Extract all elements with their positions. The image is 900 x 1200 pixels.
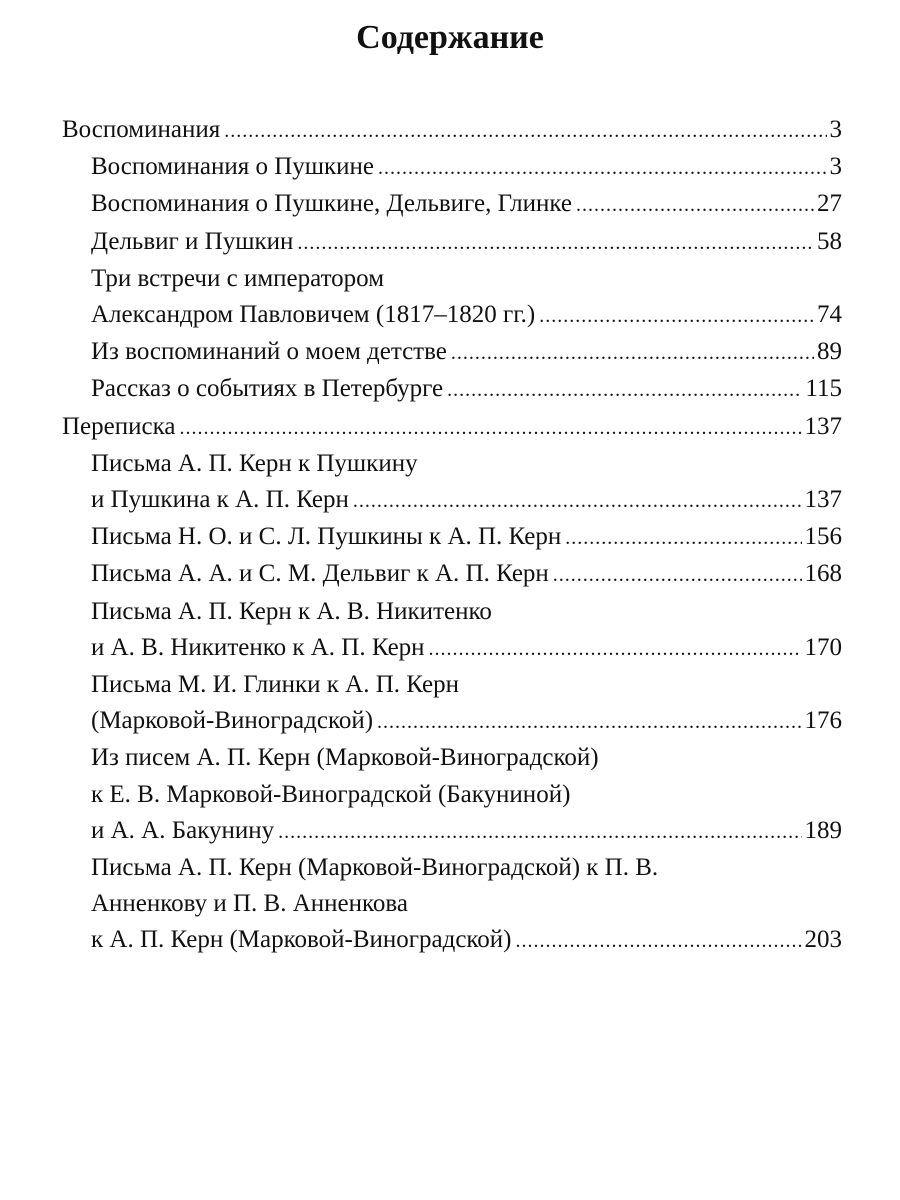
- toc-entry[interactable]: [62, 409, 842, 446]
- toc-page-number: 168: [804, 560, 842, 588]
- toc-page-number: 89: [817, 338, 842, 366]
- toc-entry-line: [62, 149, 842, 186]
- toc-entry[interactable]: [62, 594, 842, 667]
- toc-entry-title: Письма Н. О. и С. Л. Пушкины к А. П. Керн: [91, 523, 562, 551]
- toc-entry-line: [62, 630, 842, 667]
- toc-page-number: 137: [804, 412, 842, 440]
- toc-entry-line: [62, 813, 842, 850]
- toc-entry[interactable]: [62, 149, 842, 186]
- toc-entry[interactable]: [62, 224, 842, 261]
- toc-entry-title: Переписка: [62, 412, 176, 440]
- dot-leader: [451, 335, 814, 371]
- toc-entry-line: [62, 594, 842, 630]
- toc-entry-line: [62, 922, 842, 959]
- dot-leader: [553, 557, 802, 593]
- toc-page-number: 156: [804, 523, 842, 551]
- toc-entry-title: и А. А. Бакунину: [91, 816, 275, 844]
- toc-entry-line: [62, 850, 842, 886]
- toc-entry-line: [62, 371, 842, 408]
- toc-entry-title: Письма А. П. Керн к А. В. Никитенко: [91, 597, 492, 625]
- toc-page-number: 27: [817, 190, 842, 218]
- dot-leader: [539, 298, 814, 334]
- dot-leader: [565, 520, 801, 556]
- toc-page-number: 3: [829, 153, 842, 181]
- toc-entry-line: [62, 224, 842, 261]
- dot-leader: [378, 150, 826, 186]
- dot-leader: [297, 225, 814, 261]
- toc-entry-line: [62, 777, 842, 813]
- toc-entry-line: [62, 297, 842, 334]
- toc-entry-title: Письма М. И. Глинки к А. П. Керн: [91, 671, 459, 699]
- dot-leader: [377, 704, 801, 740]
- toc-entry-line: [62, 186, 842, 223]
- toc-entry-line: [62, 261, 842, 297]
- page-title: Содержание: [356, 19, 544, 56]
- dot-leader: [429, 631, 802, 667]
- toc-entry-line: [62, 482, 842, 519]
- toc-entry-title: Три встречи с императором: [91, 264, 385, 292]
- toc-entry-title: Анненкову и П. В. Анненкова: [91, 890, 408, 918]
- toc-entry-title: Рассказ о событиях в Петербурге: [91, 375, 444, 403]
- toc-page-number: 3: [829, 116, 842, 143]
- toc-page-number: 189: [804, 816, 842, 844]
- toc-entry[interactable]: [62, 667, 842, 740]
- toc-entry-line: [62, 740, 842, 776]
- toc-entry-title: Дельвиг и Пушкин: [91, 227, 294, 255]
- toc-page-number: 170: [804, 633, 842, 661]
- toc-entry-line: [62, 112, 842, 149]
- toc-page-number: 115: [805, 375, 842, 403]
- toc-entry[interactable]: [62, 334, 842, 371]
- toc-page-number: 58: [817, 227, 842, 255]
- toc-page-number: 176: [804, 707, 842, 735]
- toc-entry-title: Письма А. П. Керн к Пушкину: [91, 449, 418, 477]
- toc-entry-line: [62, 409, 842, 446]
- table-of-contents: [62, 112, 842, 960]
- toc-entry-line: [62, 703, 842, 740]
- dot-leader: [353, 483, 802, 519]
- toc-entry[interactable]: [62, 519, 842, 556]
- dot-leader: [516, 923, 802, 959]
- toc-entry-line: [62, 556, 842, 593]
- toc-entry[interactable]: [62, 446, 842, 519]
- toc-entry[interactable]: [62, 371, 842, 408]
- toc-entry[interactable]: [62, 112, 842, 149]
- toc-entry-line: [62, 334, 842, 371]
- dot-leader: [224, 113, 826, 149]
- toc-entry-line: [62, 886, 842, 922]
- toc-entry-line: [62, 446, 842, 482]
- toc-entry-title: Письма А. П. Керн (Марковой-Виноградской) к П. В.: [91, 854, 659, 882]
- toc-entry-title: Из писем А. П. Керн (Марковой-Виноградской): [91, 744, 599, 772]
- toc-entry-title: и Пушкина к А. П. Керн: [91, 486, 349, 514]
- toc-entry-title: Александром Павловичем (1817–1820 гг.): [91, 301, 536, 329]
- toc-entry[interactable]: [62, 740, 842, 850]
- toc-entry-title: Воспоминания: [62, 116, 221, 143]
- dot-leader: [179, 410, 801, 446]
- toc-page-number: 74: [817, 301, 842, 329]
- toc-page-number: 137: [804, 486, 842, 514]
- dot-leader: [447, 372, 802, 408]
- toc-entry[interactable]: [62, 556, 842, 593]
- toc-entry-title: Воспоминания о Пушкине: [91, 153, 375, 181]
- toc-entry-title: и А. В. Никитенко к А. П. Керн: [91, 633, 425, 661]
- dot-leader: [278, 814, 801, 850]
- dot-leader: [576, 187, 814, 223]
- toc-entry[interactable]: [62, 850, 842, 960]
- toc-entry-title: Воспоминания о Пушкине, Дельвиге, Глинке: [91, 190, 572, 218]
- toc-entry-line: [62, 667, 842, 703]
- toc-entry-title: к Е. В. Марковой-Виноградской (Бакуниной): [91, 780, 571, 808]
- toc-entry-title: Из воспоминаний о моем детстве: [91, 338, 447, 366]
- toc-entry-title: Письма А. А. и С. М. Дельвиг к А. П. Керн: [91, 560, 549, 588]
- toc-page-number: 203: [804, 926, 842, 954]
- toc-entry-title: (Марковой-Виноградской): [91, 707, 374, 735]
- toc-entry-title: к А. П. Керн (Марковой-Виноградской): [91, 926, 512, 954]
- toc-entry[interactable]: [62, 261, 842, 334]
- toc-entry[interactable]: [62, 186, 842, 223]
- toc-entry-line: [62, 519, 842, 556]
